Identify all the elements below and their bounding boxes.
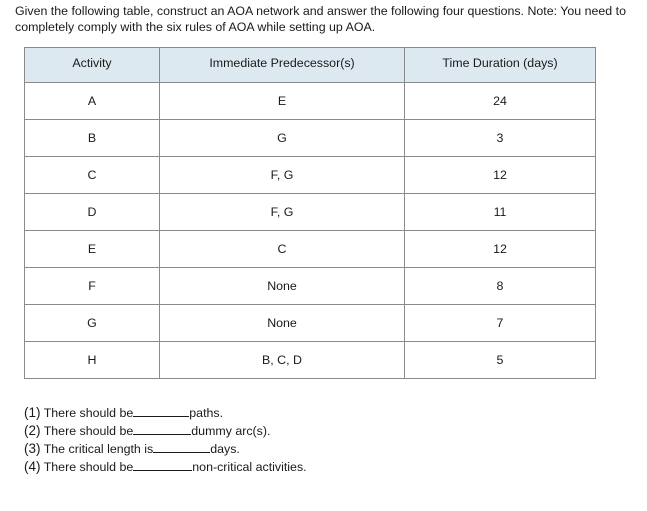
predecessor-cell: F, G — [160, 157, 405, 194]
question-number: (4) — [24, 459, 41, 474]
question-prefix: There should be — [43, 460, 134, 474]
answer-blank[interactable] — [133, 423, 191, 435]
question-prefix: There should be — [43, 406, 134, 420]
header-predecessors: Immediate Predecessor(s) — [160, 48, 405, 83]
table-header-row — [25, 48, 596, 83]
table-row — [25, 342, 596, 379]
table-row — [25, 194, 596, 231]
duration-cell: 8 — [405, 268, 596, 305]
question-number: (1) — [24, 405, 41, 420]
question-suffix: days. — [210, 442, 240, 456]
predecessor-cell: None — [160, 305, 405, 342]
table-row — [25, 157, 596, 194]
question-4 — [24, 458, 307, 476]
question-prefix: There should be — [43, 424, 134, 438]
table-row — [25, 231, 596, 268]
question-suffix: dummy arc(s). — [191, 424, 271, 438]
activity-cell: G — [25, 305, 160, 342]
question-1 — [24, 404, 307, 422]
answer-blank[interactable] — [133, 405, 189, 417]
activity-cell: F — [25, 268, 160, 305]
predecessor-cell: E — [160, 83, 405, 120]
question-suffix: non-critical activities. — [192, 460, 307, 474]
table-row — [25, 120, 596, 157]
predecessor-cell: None — [160, 268, 405, 305]
answer-blank[interactable] — [133, 459, 192, 471]
duration-cell: 11 — [405, 194, 596, 231]
question-prefix: The critical length is — [43, 442, 154, 456]
predecessor-cell: G — [160, 120, 405, 157]
duration-cell: 3 — [405, 120, 596, 157]
table-row — [25, 268, 596, 305]
duration-cell: 7 — [405, 305, 596, 342]
table-row — [25, 305, 596, 342]
answer-blank[interactable] — [153, 441, 210, 453]
duration-cell: 24 — [405, 83, 596, 120]
instructions-text: Given the following table, construct an AOA network and answer the following four questions. Note: You need to completely comply with the six rules of AOA while setting up AOA. — [15, 4, 626, 34]
question-2 — [24, 422, 307, 440]
header-duration: Time Duration (days) — [405, 48, 596, 83]
duration-cell: 12 — [405, 157, 596, 194]
question-3 — [24, 440, 307, 458]
duration-cell: 12 — [405, 231, 596, 268]
activity-table — [24, 47, 596, 379]
questions-list — [24, 404, 307, 476]
activity-cell: H — [25, 342, 160, 379]
predecessor-cell: B, C, D — [160, 342, 405, 379]
question-suffix: paths. — [189, 406, 224, 420]
question-number: (2) — [24, 423, 41, 438]
activity-cell: D — [25, 194, 160, 231]
activity-cell: C — [25, 157, 160, 194]
duration-cell: 5 — [405, 342, 596, 379]
header-activity: Activity — [25, 48, 160, 83]
question-number: (3) — [24, 441, 41, 456]
activity-cell: B — [25, 120, 160, 157]
predecessor-cell: F, G — [160, 194, 405, 231]
table-row — [25, 83, 596, 120]
activity-cell: A — [25, 83, 160, 120]
predecessor-cell: C — [160, 231, 405, 268]
activity-cell: E — [25, 231, 160, 268]
